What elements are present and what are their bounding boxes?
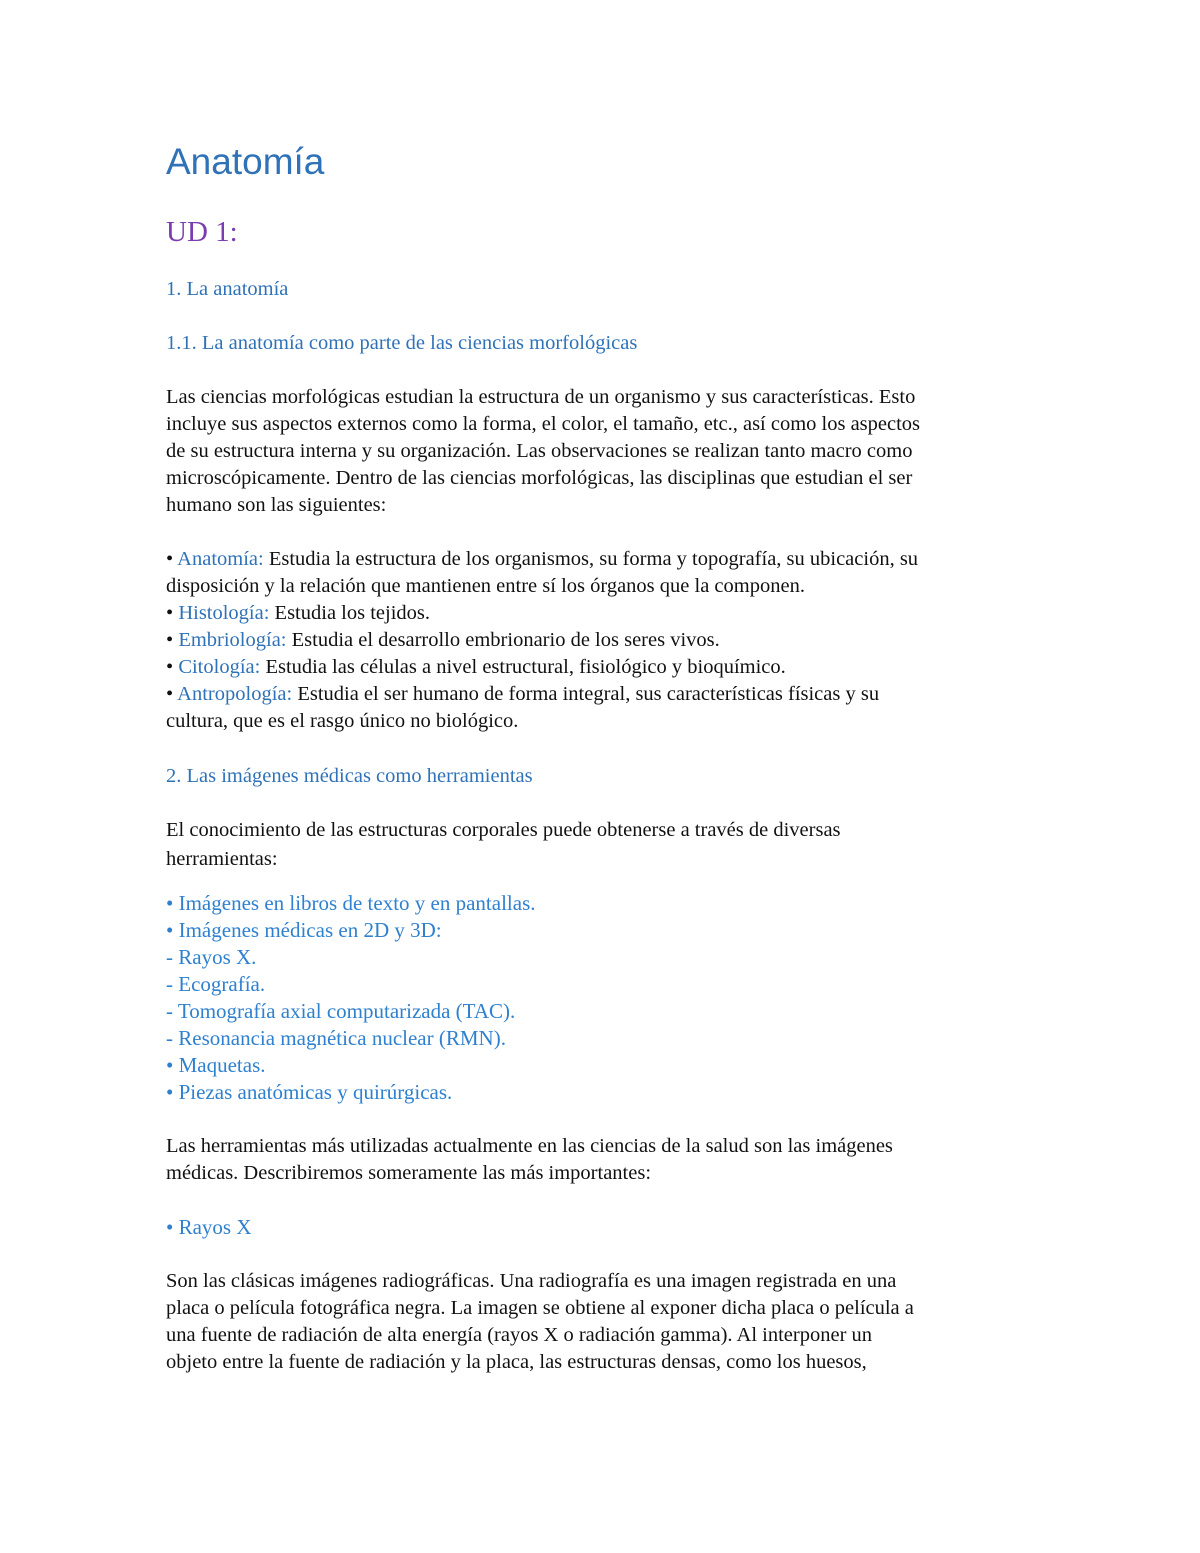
discipline-term: Anatomía: [177,548,264,570]
discipline-item: • Embriología: Estudia el desarrollo embrionario de los seres vivos. [166,629,720,651]
paragraph-line: de su estructura interna y su organización. Las observaciones se realizan tanto macro como [166,440,913,462]
tool-item: - Ecografía. [166,972,266,996]
paragraph-line: microscópicamente. Dentro de las ciencias morfológicas, las disciplinas que estudian el ser [166,467,913,489]
unit-heading: UD 1: [166,216,238,248]
discipline-item: • Antropología: Estudia el ser humano de forma integral, sus características físicas y su [166,683,880,705]
discipline-item: • Citología: Estudia las células a nivel estructural, fisiológico y bioquímico. [166,656,786,678]
tool-item: • Imágenes en libros de texto y en pantallas. [166,891,536,915]
paragraph-line: placa o película fotográfica negra. La imagen se obtiene al exponer dicha placa o película a [166,1297,914,1319]
section-heading-1: 1. La anatomía [166,278,289,300]
tool-item: - Tomografía axial computarizada (TAC). [166,999,516,1023]
discipline-term: Citología: [178,656,261,678]
discipline-item: • Histología: Estudia los tejidos. [166,602,430,624]
tool-item: • Piezas anatómicas y quirúrgicas. [166,1080,453,1104]
section-heading-2: 2. Las imágenes médicas como herramientas [166,765,533,787]
paragraph-line: Las ciencias morfológicas estudian la estructura de un organismo y sus características. Esto [166,386,916,408]
discipline-item-continuation: cultura, que es el rasgo único no biológico. [166,710,519,732]
paragraph-line: herramientas: [166,848,278,870]
paragraph-line: Son las clásicas imágenes radiográficas. Una radiografía es una imagen registrada en una [166,1270,897,1292]
section-heading-1-1: 1.1. La anatomía como parte de las ciencias morfológicas [166,332,638,354]
tool-item: • Imágenes médicas en 2D y 3D: [166,918,442,942]
tool-item: • Maquetas. [166,1053,266,1077]
discipline-term: Antropología: [177,683,293,705]
paragraph-line: una fuente de radiación de alta energía (rayos X o radiación gamma). Al interponer un [166,1324,873,1346]
tool-item: - Resonancia magnética nuclear (RMN). [166,1026,506,1050]
paragraph-line: humano son las siguientes: [166,494,387,516]
discipline-term: Embriología: [178,629,287,651]
discipline-term: Histología: [178,602,270,624]
discipline-item-continuation: disposición y la relación que mantienen entre sí los órganos que la componen. [166,575,805,597]
paragraph-line: objeto entre la fuente de radiación y la placa, las estructuras densas, como los huesos, [166,1351,867,1373]
paragraph-line: incluye sus aspectos externos como la forma, el color, el tamaño, etc., así como los aspectos [166,413,921,435]
document-title: Anatomía [166,141,325,182]
paragraph-line: El conocimiento de las estructuras corporales puede obtenerse a través de diversas [166,819,841,841]
discipline-item: • Anatomía: Estudia la estructura de los organismos, su forma y topografía, su ubicación, su [166,548,919,570]
paragraph-line: médicas. Describiremos someramente las más importantes: [166,1162,652,1184]
rayos-x-heading: • Rayos X [166,1215,252,1239]
paragraph-line: Las herramientas más utilizadas actualmente en las ciencias de la salud son las imágenes [166,1135,893,1157]
tool-item: - Rayos X. [166,945,257,969]
